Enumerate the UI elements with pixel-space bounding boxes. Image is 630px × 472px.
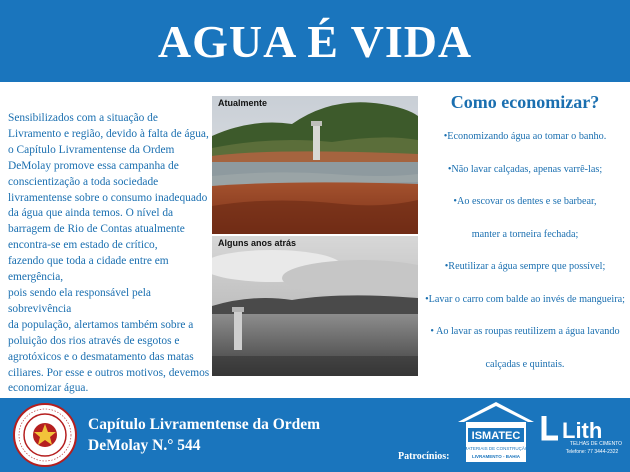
photo-bottom-label: Alguns anos atrás — [218, 238, 297, 248]
intro-text-block — [8, 111, 212, 397]
tip-item: calçadas e quintais. — [485, 358, 565, 370]
svg-text:ISMATEC: ISMATEC — [471, 430, 521, 442]
ismatec-logo — [456, 400, 536, 464]
intro-paragraph: Sensibilizados com a situação de Livramento e região, devido à falta de água, o Capítulo Livramentense da Ordem DeMolay promove essa campanha de conscientização a toda sociedade livramentense sobre o consumo inadequado da água que ainda temos. O nível da barragem de Rio de Contas atualmente encontra-se em estado de crítico, fazendo que toda a cidade entre em emergência, pois sendo ela responsável pela sobrevivência da população, alertamos também sobre a poluição dos rios através de esgotos e agrotóxicos e o desmatamento das matas ciliares. Por esse e outros motivos, devemos economizar água. — [8, 112, 210, 395]
tip-item: •Ao escovar os dentes e se barbear, — [453, 196, 597, 207]
tip-item: •Reutilizar a água sempre que possível; — [444, 261, 606, 272]
tips-column — [420, 92, 630, 390]
svg-text:Telefone: 77 3444-2322: Telefone: 77 3444-2322 — [565, 449, 619, 455]
svg-text:TELHAS DE CIMENTO: TELHAS DE CIMENTO — [569, 441, 623, 447]
full-reservoir-image — [212, 236, 418, 376]
tip-item: manter a torneira fechada; — [471, 228, 579, 240]
svg-text:LIVRAMENTO - BAHIA: LIVRAMENTO - BAHIA — [472, 454, 520, 459]
photo-current-reservoir — [212, 96, 418, 234]
demolay-seal-logo — [12, 402, 78, 468]
photo-top-label: Atualmente — [218, 98, 268, 108]
footer-chapter-name — [88, 414, 320, 456]
svg-text:Lith: Lith — [562, 418, 603, 443]
sponsors-label: Patrocínios: — [398, 451, 450, 462]
photo-past-reservoir — [212, 236, 418, 376]
tips-title: Como economizar? — [450, 92, 600, 112]
dry-reservoir-image — [212, 96, 418, 234]
page-title: AGUA É VIDA — [157, 15, 473, 67]
footer-title-line1: Capítulo Livramentense da Ordem — [88, 416, 321, 433]
header-banner — [0, 0, 630, 82]
svg-text:MATERIAIS DE CONSTRUÇÃO: MATERIAIS DE CONSTRUÇÃO — [463, 446, 529, 451]
footer-title-line2: DeMolay N.° 544 — [88, 437, 201, 454]
tip-item: •Lavar o carro com balde ao invés de mangueira; — [425, 293, 625, 305]
tip-item: • Ao lavar as roupas reutilizem a água lavando — [430, 326, 620, 337]
footer-banner — [0, 398, 630, 472]
lith-logo — [540, 412, 624, 456]
tip-item: •Não lavar calçadas, apenas varrê-las; — [447, 163, 603, 175]
tip-item: •Economizando água ao tomar o banho. — [443, 131, 607, 142]
